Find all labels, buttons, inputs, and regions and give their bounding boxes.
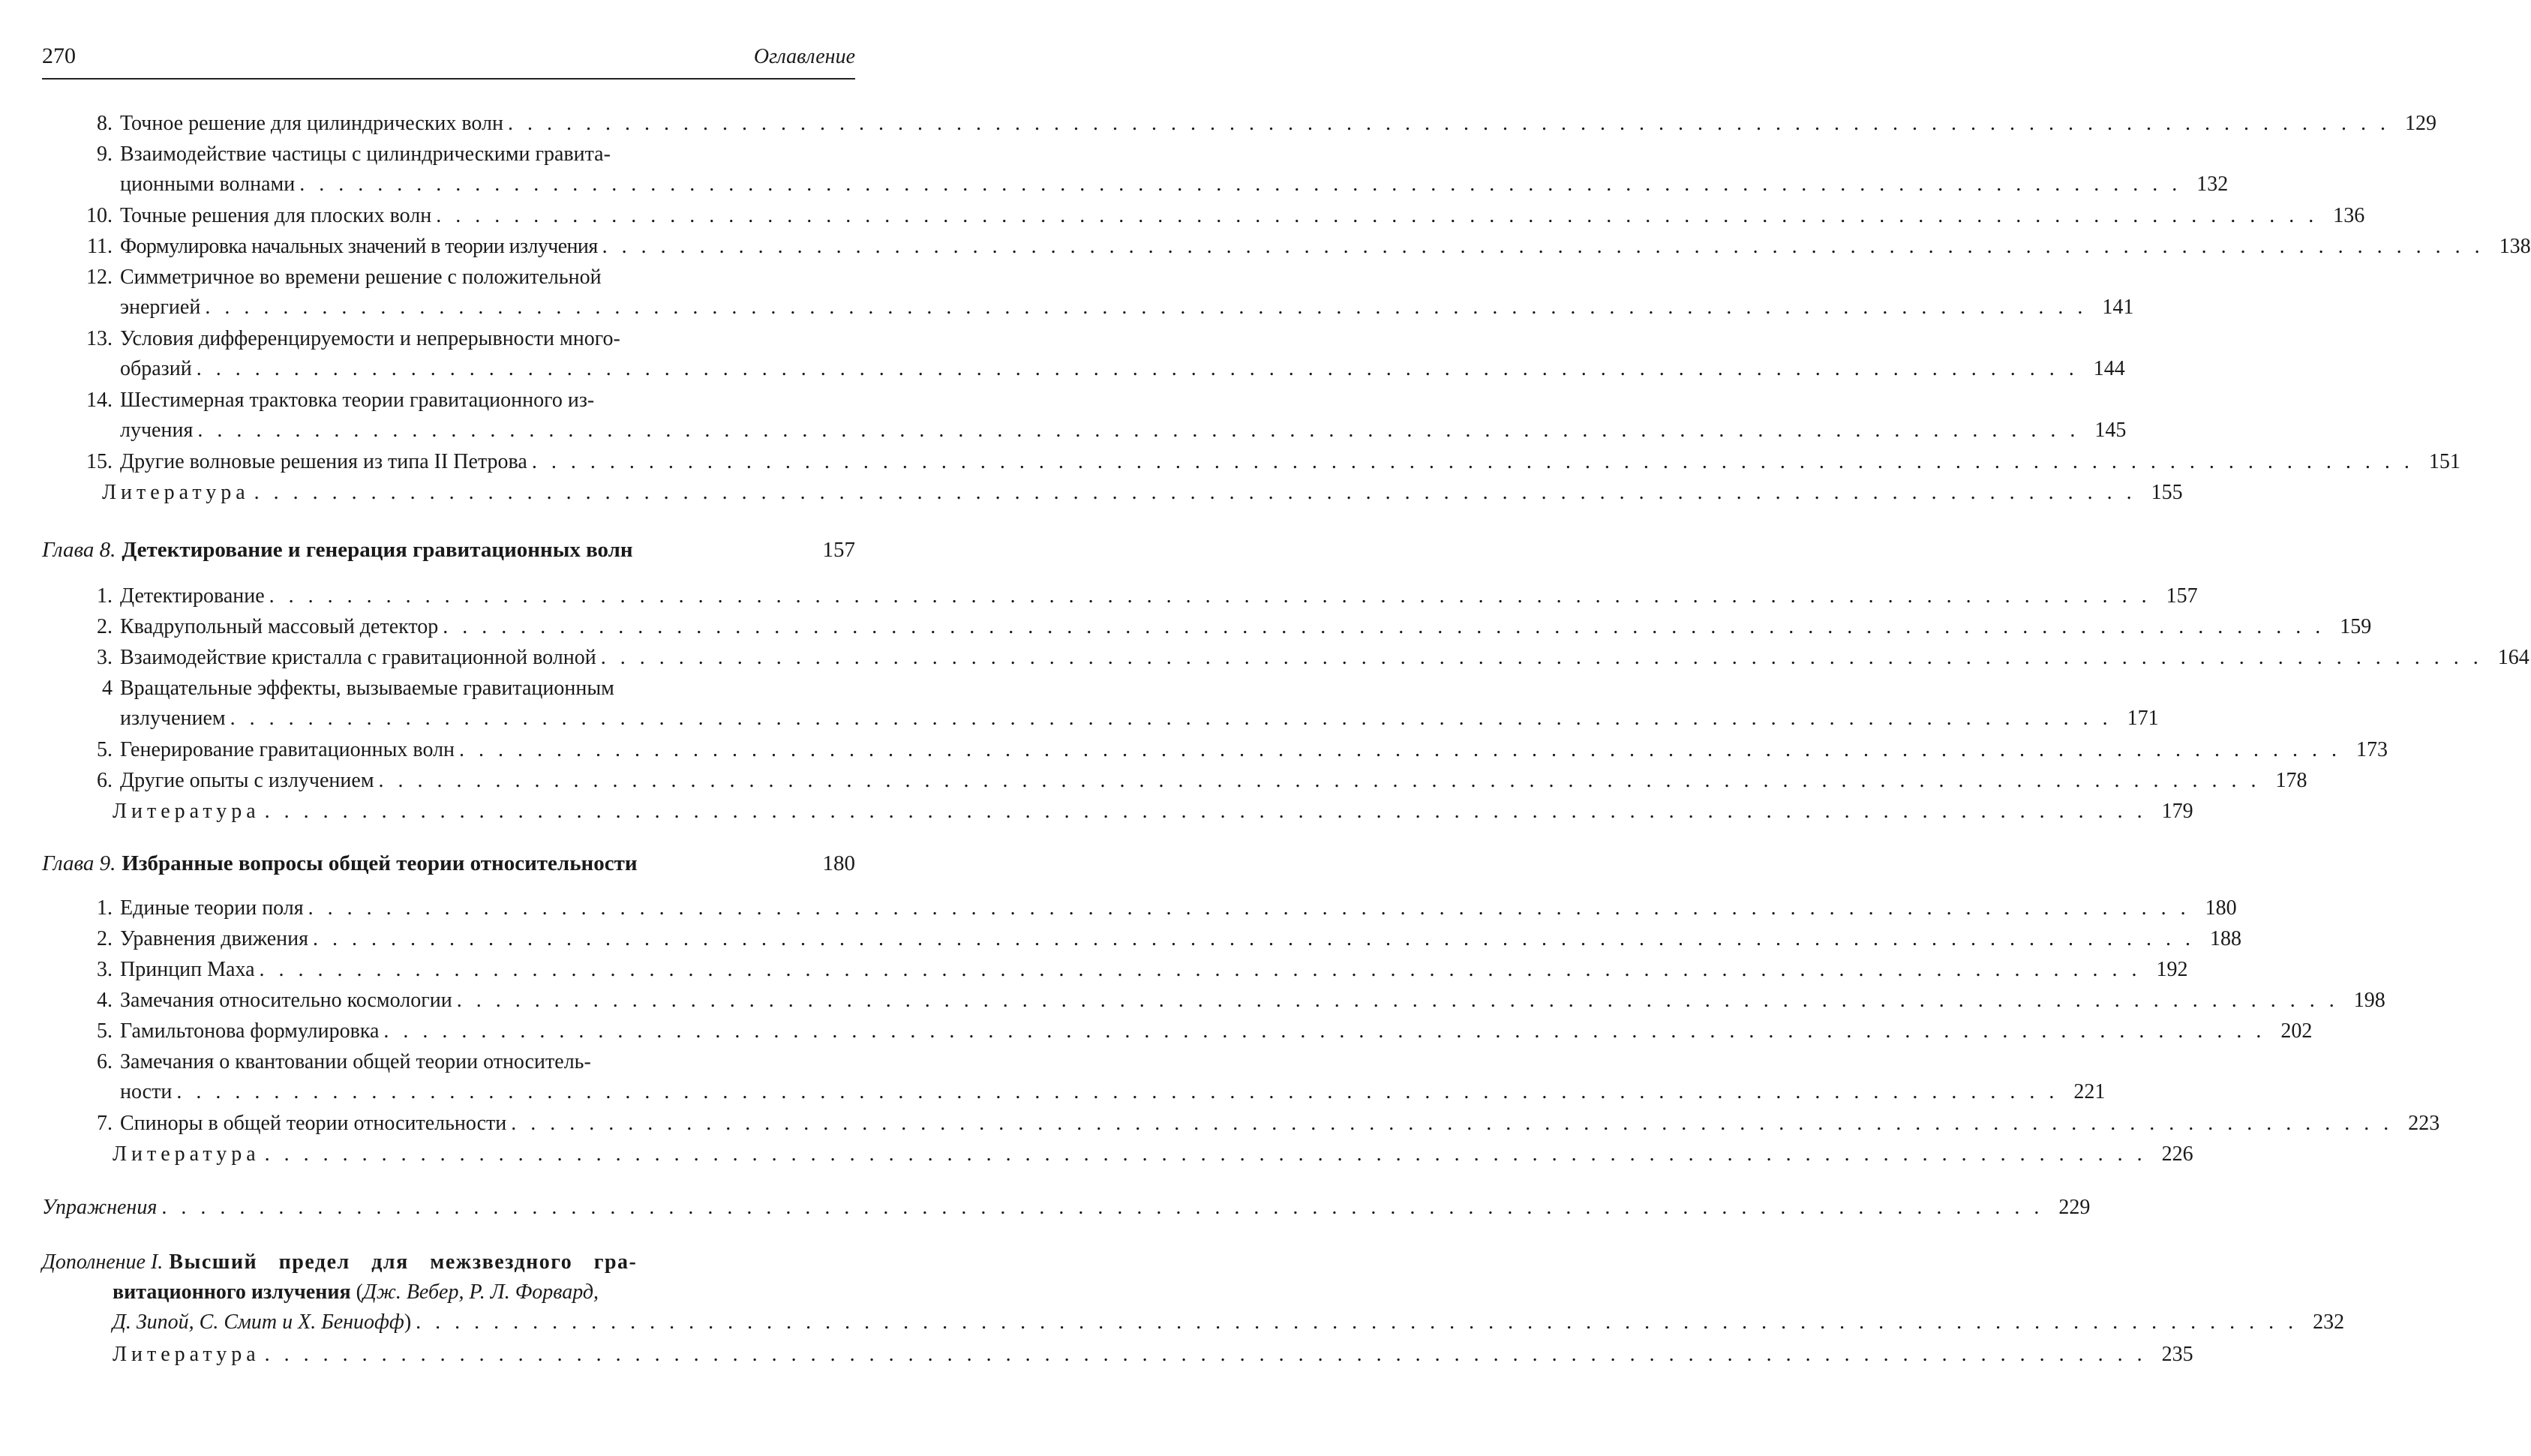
toc-entry-8-1[interactable] bbox=[75, 581, 2198, 611]
appendix-title-line1: Высший предел для межзвездного гра- bbox=[169, 1250, 638, 1274]
entry-title: Точное решение для цилиндрических волн bbox=[120, 112, 503, 135]
chapter-8-heading[interactable] bbox=[42, 535, 855, 565]
leader-dots bbox=[197, 354, 2079, 384]
toc-entry-7-15[interactable] bbox=[75, 447, 2460, 477]
entry-title-line1: Взаимодействие частицы с цилиндрическими гравита- bbox=[120, 143, 611, 166]
leader-dots bbox=[254, 478, 2136, 508]
entry-page: 229 bbox=[2058, 1196, 2091, 1219]
toc-entry-7-8[interactable] bbox=[75, 109, 2436, 139]
leader-dots bbox=[443, 612, 2325, 642]
toc-entry-9-7[interactable] bbox=[75, 1109, 2440, 1139]
entry-page: 235 bbox=[2161, 1343, 2193, 1366]
toc-entry-9-literature[interactable] bbox=[113, 1139, 2193, 1169]
entry-number: 3. bbox=[97, 958, 113, 981]
appendix-title-line2: витационного излучения bbox=[113, 1280, 351, 1304]
entry-title: Квадрупольный массовый детектор bbox=[120, 615, 439, 638]
entry-title: Точные решения для плоских волн bbox=[120, 204, 432, 227]
leader-dots bbox=[313, 924, 2195, 954]
entry-page: 223 bbox=[2408, 1112, 2440, 1135]
toc-entry-9-1[interactable] bbox=[75, 893, 2237, 923]
toc-entry-7-12[interactable] bbox=[75, 263, 2134, 323]
entry-title-line1: Вращательные эффекты, вызываемые гравитационным bbox=[120, 677, 614, 700]
entry-number: 7. bbox=[97, 1112, 113, 1135]
entry-title: Замечания относительно космологии bbox=[120, 989, 452, 1012]
page-number: 270 bbox=[42, 44, 76, 68]
entry-page: 141 bbox=[2102, 296, 2134, 319]
entry-page: 202 bbox=[2280, 1019, 2313, 1043]
entry-page: 138 bbox=[2499, 235, 2531, 258]
chapter-page: 180 bbox=[822, 851, 855, 875]
entry-number: 11. bbox=[87, 235, 113, 258]
appendix-authors-line1: Дж. Вебер, Р. Л. Форвард, bbox=[362, 1280, 599, 1304]
leader-dots bbox=[508, 109, 2390, 139]
toc-entry-7-11[interactable] bbox=[75, 232, 2531, 262]
entry-number: 15. bbox=[86, 450, 113, 473]
toc-entry-8-literature[interactable] bbox=[113, 797, 2193, 827]
entry-number: 2. bbox=[97, 927, 113, 950]
entry-page: 129 bbox=[2405, 112, 2436, 135]
entry-title-line1: Симметричное во времени решение с положительной bbox=[120, 266, 602, 289]
header-rule bbox=[42, 78, 855, 80]
entry-title: Единые теории поля bbox=[120, 896, 304, 920]
toc-entry-8-3[interactable] bbox=[75, 643, 2529, 673]
toc-entry-8-5[interactable] bbox=[75, 735, 2388, 765]
chapter-page: 157 bbox=[822, 538, 855, 562]
toc-entry-7-9[interactable] bbox=[75, 140, 2229, 200]
entry-number: 4. bbox=[97, 989, 113, 1012]
toc-entry-9-3[interactable] bbox=[75, 955, 2188, 985]
entry-page: 221 bbox=[2073, 1080, 2106, 1103]
entry-page: 232 bbox=[2313, 1310, 2345, 1334]
entry-title: Уравнения движения bbox=[120, 927, 308, 950]
leader-dots bbox=[205, 293, 2087, 323]
toc-entry-8-6[interactable] bbox=[75, 766, 2307, 796]
entry-number: 14. bbox=[86, 389, 113, 412]
leader-dots bbox=[383, 1016, 2265, 1046]
chapter-9-heading[interactable] bbox=[42, 848, 855, 878]
entry-page: 179 bbox=[2161, 800, 2193, 823]
entry-title-line1: Шестимерная трактовка теории гравитационного из- bbox=[120, 389, 595, 412]
leader-dots bbox=[379, 766, 2261, 796]
entry-number: 5. bbox=[97, 738, 113, 761]
entry-number: 6. bbox=[97, 1050, 113, 1073]
entry-page: 157 bbox=[2166, 584, 2198, 608]
entry-title: Генерирование гравитационных волн bbox=[120, 738, 455, 761]
leader-dots bbox=[459, 735, 2341, 765]
entry-page: 145 bbox=[2094, 419, 2127, 442]
paren-close: ) bbox=[404, 1310, 412, 1334]
leader-dots bbox=[601, 643, 2483, 673]
leader-dots bbox=[265, 1139, 2147, 1169]
toc-entry-appendix-1[interactable] bbox=[42, 1247, 2345, 1337]
chapter-title: Детектирование и генерация гравитационных волн bbox=[122, 538, 633, 562]
chapter-title: Избранные вопросы общей теории относительности bbox=[122, 851, 638, 875]
leader-dots bbox=[161, 1193, 2043, 1223]
entry-title: Литература bbox=[113, 800, 260, 823]
toc-entry-8-2[interactable] bbox=[75, 612, 2372, 642]
appendix-label: Дополнение I. bbox=[42, 1250, 164, 1274]
chapter-label: Глава 9. bbox=[42, 851, 116, 875]
entry-title-line1: Замечания о квантовании общей теории относитель- bbox=[120, 1050, 591, 1073]
leader-dots bbox=[197, 416, 2079, 446]
toc-entry-9-5[interactable] bbox=[75, 1016, 2313, 1046]
toc-entry-8-4[interactable] bbox=[75, 674, 2159, 734]
entry-title: Спиноры в общей теории относительности bbox=[120, 1112, 507, 1135]
entry-number: 1. bbox=[97, 584, 113, 608]
entry-title: Взаимодействие кристалла с гравитационной волной bbox=[120, 646, 596, 669]
entry-number: 6. bbox=[97, 769, 113, 792]
entry-page: 136 bbox=[2333, 204, 2365, 227]
leader-dots bbox=[269, 581, 2151, 611]
toc-entry-exercises[interactable] bbox=[42, 1193, 2091, 1223]
leader-dots bbox=[511, 1109, 2393, 1139]
toc-entry-9-4[interactable] bbox=[75, 986, 2385, 1016]
leader-dots bbox=[308, 893, 2190, 923]
entry-page: 173 bbox=[2356, 738, 2388, 761]
entry-title: Другие волновые решения из типа II Петрова bbox=[120, 450, 527, 473]
entry-page: 192 bbox=[2156, 958, 2188, 981]
leader-dots bbox=[176, 1077, 2058, 1107]
entry-title-line2: лучения bbox=[120, 419, 194, 442]
entry-title-line2: энергией bbox=[120, 296, 201, 319]
entry-title: Упражнения bbox=[42, 1196, 158, 1219]
entry-number: 1. bbox=[97, 896, 113, 920]
entry-page: 155 bbox=[2151, 481, 2183, 504]
entry-title-line2: ционными волнами bbox=[120, 173, 296, 196]
entry-title: Литература bbox=[102, 481, 250, 504]
leader-dots bbox=[299, 170, 2181, 200]
entry-title: Детектирование bbox=[120, 584, 265, 608]
entry-number: 13. bbox=[86, 327, 113, 350]
toc-entry-7-10[interactable] bbox=[75, 201, 2365, 231]
entry-number: 12. bbox=[86, 266, 113, 289]
toc-entry-appendix-literature[interactable] bbox=[113, 1340, 2193, 1370]
leader-dots bbox=[265, 1340, 2147, 1370]
entry-page: 164 bbox=[2497, 646, 2529, 669]
entry-page: 198 bbox=[2353, 989, 2385, 1012]
entry-title-line2: ности bbox=[120, 1080, 173, 1103]
leader-dots bbox=[260, 955, 2142, 985]
entry-page: 180 bbox=[2205, 896, 2237, 920]
entry-number: 4 bbox=[102, 677, 113, 700]
toc-entry-9-6[interactable] bbox=[75, 1047, 2106, 1107]
entry-number: 3. bbox=[97, 646, 113, 669]
entry-title: Литература bbox=[113, 1142, 260, 1166]
leader-dots bbox=[230, 704, 2112, 734]
entry-page: 159 bbox=[2340, 615, 2372, 638]
entry-page: 226 bbox=[2161, 1142, 2193, 1166]
chapter-label: Глава 8. bbox=[42, 538, 116, 562]
leader-dots bbox=[532, 447, 2414, 477]
entry-title-line2: образий bbox=[120, 357, 192, 380]
paren-open: ( bbox=[356, 1280, 363, 1304]
entry-number: 9. bbox=[97, 143, 113, 166]
entry-title-line2: излучением bbox=[120, 707, 226, 730]
leader-dots bbox=[602, 232, 2484, 262]
leader-dots bbox=[436, 201, 2318, 231]
entry-page: 144 bbox=[2093, 357, 2125, 380]
entry-page: 188 bbox=[2209, 927, 2241, 950]
leader-dots bbox=[265, 797, 2147, 827]
leader-dots bbox=[457, 986, 2339, 1016]
entry-title: Формулировка начальных значений в теории излучения bbox=[120, 235, 598, 258]
entry-number: 2. bbox=[97, 615, 113, 638]
entry-page: 171 bbox=[2127, 707, 2159, 730]
leader-dots bbox=[416, 1307, 2298, 1337]
entry-title: Другие опыты с излучением bbox=[120, 769, 374, 792]
entry-page: 151 bbox=[2428, 450, 2460, 473]
entry-title: Литература bbox=[113, 1343, 260, 1366]
entry-title: Принцип Маха bbox=[120, 958, 255, 981]
toc-entry-7-literature[interactable] bbox=[102, 478, 2183, 508]
entry-page: 178 bbox=[2275, 769, 2307, 792]
appendix-authors-line2: Д. Зипой, С. Смит и Х. Бениофф bbox=[113, 1310, 404, 1334]
toc-entry-7-13[interactable] bbox=[75, 324, 2125, 384]
entry-number: 5. bbox=[97, 1019, 113, 1043]
toc-entry-7-14[interactable] bbox=[75, 386, 2127, 446]
running-title: Оглавление bbox=[753, 45, 855, 68]
entry-title: Гамильтонова формулировка bbox=[120, 1019, 380, 1043]
entry-number: 8. bbox=[97, 112, 113, 135]
entry-title-line1: Условия дифференцируемости и непрерывности много- bbox=[120, 327, 620, 350]
entry-number: 10. bbox=[86, 204, 113, 227]
entry-page: 132 bbox=[2196, 173, 2229, 196]
toc-entry-9-2[interactable] bbox=[75, 924, 2241, 954]
